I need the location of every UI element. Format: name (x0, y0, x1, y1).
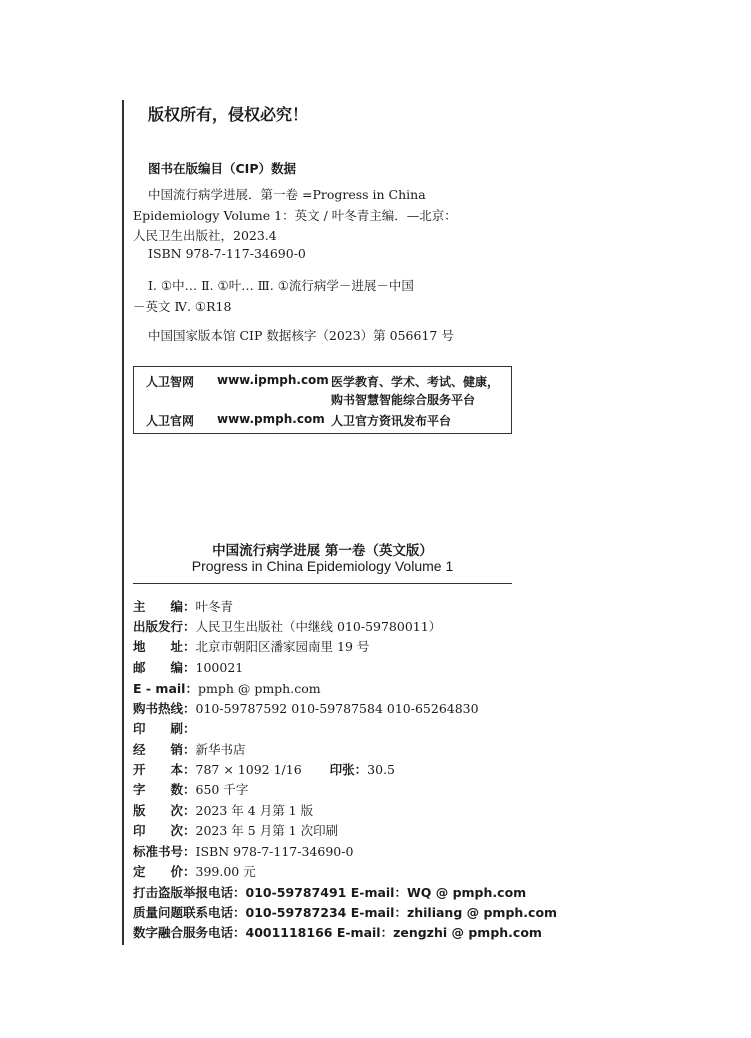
editor-label: 主 编： (133, 599, 196, 614)
cip-line-2: Epidemiology Volume 1：英文 / 叶冬青主编．—北京： (133, 208, 457, 223)
distributor-label: 经 销： (133, 742, 196, 757)
title-divider (133, 583, 512, 584)
digital-contact: 数字融合服务电话：4001118166 E-mail：zengzhi @ pmph.com (133, 925, 542, 940)
email-value[interactable]: pmph @ pmph.com (197, 681, 321, 696)
cip-title: 图书在版编目（CIP）数据 (148, 161, 296, 176)
info-hotline (133, 699, 479, 717)
words-value: 650 千字 (195, 782, 249, 797)
cip-line-1: 中国流行病学进展．第一卷 =Progress in China (148, 187, 426, 202)
publisher-label: 出版发行： (133, 619, 196, 634)
format-value: 787 × 1092 1/16 (195, 762, 302, 777)
cip-number: 中国国家版本馆 CIP 数据核字（2023）第 056617 号 (148, 328, 454, 343)
cip-isbn: ISBN 978-7-117-34690-0 (148, 246, 306, 261)
postcode-value: 100021 (195, 660, 244, 675)
publisher-value: 人民卫生出版社（中继线 010-59780011） (195, 619, 442, 634)
copyright-notice: 版权所有，侵权必究！ (148, 105, 309, 124)
info-isbn (133, 842, 353, 860)
info-printer (133, 719, 196, 737)
website-desc-ipmph-b: 购书智慧智能综合服务平台 (331, 393, 476, 407)
website-box (133, 366, 512, 434)
info-price (133, 862, 256, 880)
cip-classification-1: Ⅰ. ①中… Ⅱ. ①叶… Ⅲ. ①流行病学－进展－中国 (148, 278, 414, 293)
info-publisher (133, 617, 441, 635)
quality-contact: 质量问题联系电话：010-59787234 E-mail：zhiliang @ pmph.com (133, 905, 558, 920)
website-desc-ipmph-a: 医学教育、学术、考试、健康， (331, 375, 500, 389)
info-words (133, 780, 248, 798)
address-value: 北京市朝阳区潘家园南里 19 号 (195, 639, 370, 654)
format-label: 开 本： (133, 762, 196, 777)
info-editor (133, 597, 233, 615)
book-title-en: Progress in China Epidemiology Volume 1 (191, 558, 454, 574)
website-name-ipmph: 人卫智网 (146, 375, 195, 389)
editor-value: 叶冬青 (195, 599, 234, 614)
printing-value: 2023 年 5 月第 1 次印刷 (195, 823, 339, 838)
website-url-ipmph[interactable]: www.ipmph.com (217, 373, 329, 387)
sheets-label: 印张： (329, 762, 368, 777)
cip-line-3: 人民卫生出版社，2023.4 (133, 228, 277, 243)
info-printing (133, 821, 338, 839)
edition-value: 2023 年 4 月第 1 版 (195, 803, 314, 818)
piracy-contact: 打击盗版举报电话：010-59787491 E-mail：WQ @ pmph.com (133, 885, 527, 900)
info-edition (133, 801, 313, 819)
website-url-pmph[interactable]: www.pmph.com (217, 412, 325, 426)
website-desc-pmph: 人卫官方资讯发布平台 (331, 414, 452, 428)
edition-label: 版 次： (133, 803, 196, 818)
price-value: 399.00 元 (195, 864, 256, 879)
website-name-pmph: 人卫官网 (146, 414, 195, 428)
info-format (133, 760, 395, 778)
hotline-label: 购书热线： (133, 701, 196, 716)
words-label: 字 数： (133, 782, 196, 797)
info-address (133, 637, 369, 655)
margin-rule (122, 100, 124, 945)
printing-label: 印 次： (133, 823, 196, 838)
address-label: 地 址： (133, 639, 196, 654)
isbn-value: ISBN 978-7-117-34690-0 (195, 844, 354, 859)
email-label: E - mail： (133, 681, 198, 696)
postcode-label: 邮 编： (133, 660, 196, 675)
info-postcode (133, 658, 243, 676)
cip-classification-2: －英文 Ⅳ. ①R18 (133, 299, 232, 314)
info-email (133, 679, 321, 697)
sheets-value: 30.5 (367, 762, 396, 777)
book-title-cn: 中国流行病学进展 第一卷（英文版） (212, 543, 433, 559)
distributor-value: 新华书店 (195, 742, 246, 757)
printer-label: 印 刷： (133, 721, 196, 736)
isbn-label: 标准书号： (133, 844, 196, 859)
info-distributor (133, 740, 246, 758)
hotline-value: 010-59787592 010-59787584 010-65264830 (195, 701, 479, 716)
price-label: 定 价： (133, 864, 196, 879)
